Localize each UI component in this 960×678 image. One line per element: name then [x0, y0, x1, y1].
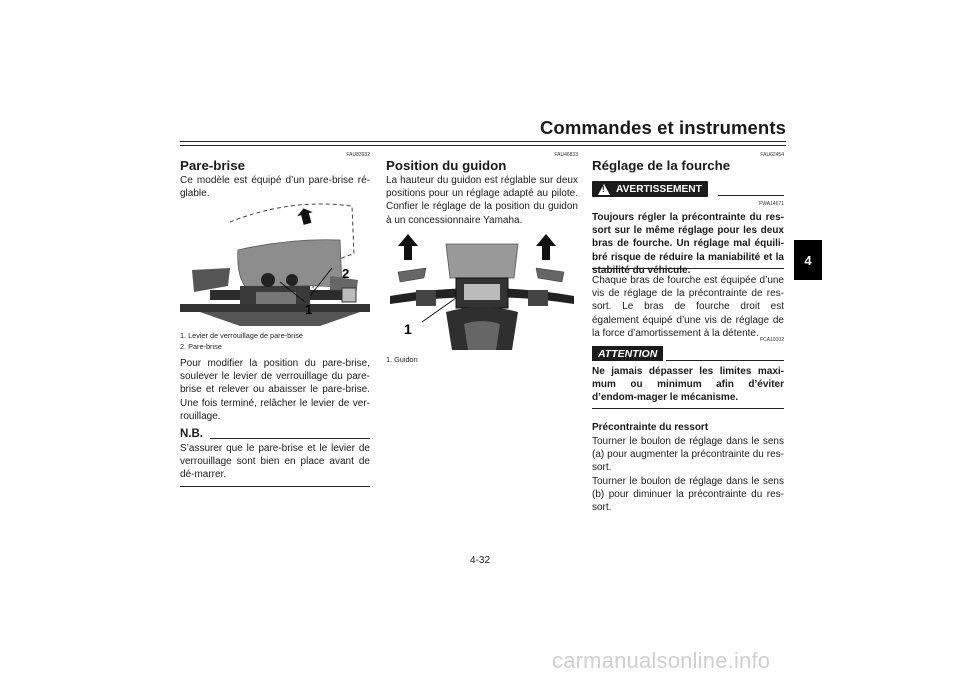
preload-step-2: Tourner le boulon de réglage dans le sens (b) pour diminuer la précontrainte du res-sort. — [592, 476, 784, 514]
nb-label: N.B. — [180, 428, 203, 440]
warning-banner — [592, 181, 708, 197]
nb-text: S’assurer que le pare-brise et le levier de verrouillage sont bien en place avant de dé-marrer. — [180, 443, 370, 481]
section-code: FAU46833 — [554, 152, 578, 158]
warning-icon: ! — [598, 184, 610, 195]
handlebar-figure — [386, 232, 578, 352]
windshield-body: Pour modifier la position du pare-brise, soulever le levier de verrouillage du pare-brise et relever ou abaisser le pare-brise. Une fois terminé, relâcher le levier de ver-rouillage. — [180, 358, 370, 422]
section-title-windshield: Pare-brise — [180, 158, 246, 173]
section-title-fork: Réglage de la fourche — [592, 158, 731, 173]
section-code: FAU83932 — [346, 152, 370, 158]
header-rule — [180, 141, 786, 142]
attention-text: Ne jamais dépasser les limites maxi-mum ou minimum afin d’éviter d’endom-mager le mécanisme. — [592, 366, 784, 404]
caption-guidon: 1. Guidon — [386, 355, 418, 364]
warning-end-rule — [592, 268, 784, 269]
subhead-preload: Précontrainte du ressort — [592, 422, 709, 433]
attention-banner — [592, 346, 663, 361]
warning-text: Toujours régler la précontrainte du res-sort sur le même réglage pour les deux bras de fourche. Un réglage mal équili-bré risque de réduire la maniabilité et la stabilité du véhicule. — [592, 212, 784, 276]
attention-label: ATTENTION — [598, 347, 658, 360]
preload-step-1: Tourner le boulon de réglage dans le sens (a) pour augmenter la précontrainte du res-sort. — [592, 436, 784, 474]
windshield-intro: Ce modèle est équipé d’un pare-brise ré-glable. — [180, 175, 370, 200]
page-number: 4-32 — [469, 555, 490, 566]
attention-end-rule — [592, 408, 784, 409]
warning-code: FWA14671 — [759, 201, 784, 207]
chapter-tab[interactable]: 4 — [794, 240, 822, 280]
section-title-handlebar: Position du guidon — [386, 158, 507, 173]
fork-body: Chaque bras de fourche est équipée d’une vis de réglage de la précontrainte de res-sort. Le bras de fourche droit est également équipé d’une vis de réglage de la force d’amortissement à la détente. — [592, 275, 784, 339]
warning-label: AVERTISSEMENT — [616, 183, 702, 195]
figure-label-2: 2 — [342, 266, 350, 281]
page-header-title: Commandes et instruments — [539, 117, 786, 138]
attention-code: FCA10102 — [760, 337, 784, 343]
caption-1: 1. Levier de verrouillage de pare-brise — [180, 331, 303, 340]
attention-rule — [666, 360, 784, 361]
warning-rule — [718, 195, 784, 196]
figure-label-1: 1 — [305, 302, 313, 317]
figure-label-1: 1 — [404, 321, 412, 337]
watermark: carmanualsonline.info — [552, 648, 771, 673]
section-code: FAU62454 — [760, 152, 784, 158]
handlebar-body: La hauteur du guidon est réglable sur deux positions pour un réglage adapté au pilote. Confier le réglage de la position du guidon à un concessionnaire Yamaha. — [386, 175, 578, 226]
caption-2: 2. Pare-brise — [180, 342, 222, 351]
nb-end-rule — [180, 486, 370, 487]
windshield-figure — [180, 200, 370, 328]
nb-rule — [210, 438, 370, 439]
header-rule-thin — [180, 145, 786, 146]
